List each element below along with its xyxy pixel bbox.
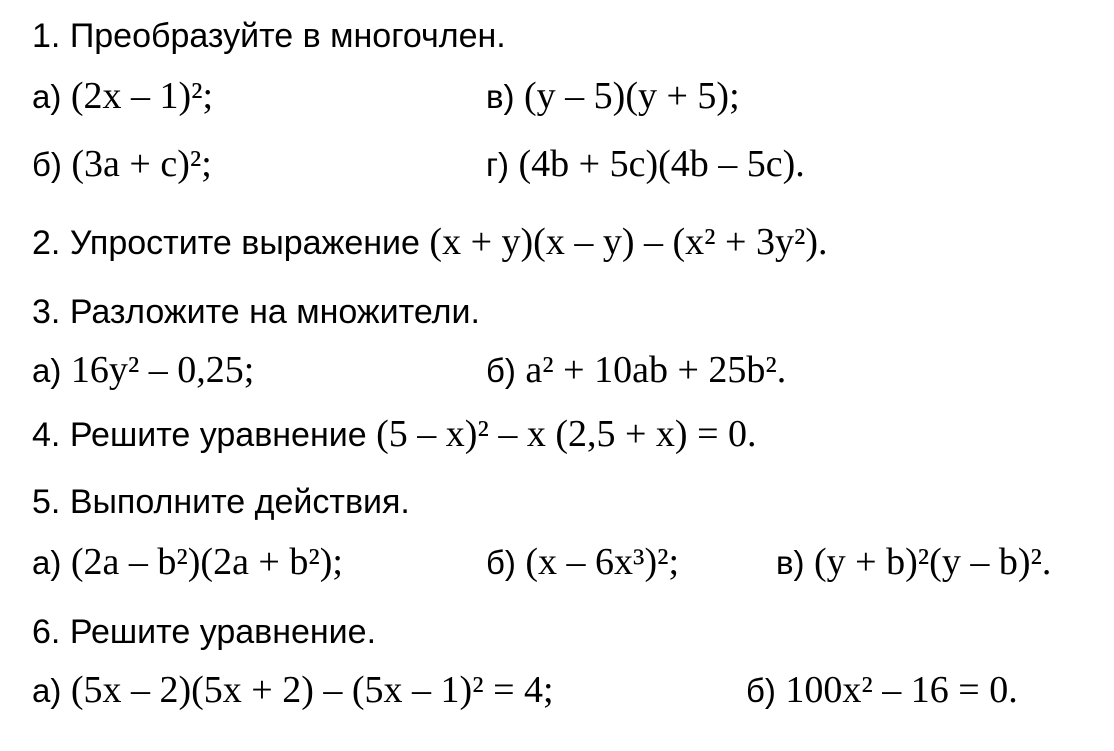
math-expression: (y – 5)(y + 5);	[524, 75, 740, 117]
math-expression: 100x² – 16 = 0.	[785, 669, 1018, 711]
item-marker: а)	[32, 672, 62, 709]
item-marker: б)	[486, 352, 516, 389]
task-1-item-b	[32, 142, 212, 187]
task-4-title: Решите уравнение	[69, 416, 367, 454]
math-expression: (2a – b²)(2a + b²);	[70, 541, 343, 583]
task-6-item-b	[746, 668, 1018, 713]
item-marker: а)	[32, 352, 62, 389]
task-3-heading	[32, 290, 480, 334]
math-expression: (2x – 1)²;	[70, 75, 214, 117]
task-5-heading	[32, 480, 410, 524]
item-marker: а)	[32, 78, 62, 115]
item-marker: в)	[486, 78, 515, 115]
item-marker: а)	[32, 544, 62, 581]
math-expression: (x + y)(x – y) – (x² + 3y²).	[429, 221, 828, 263]
task-6-title: Решите уравнение.	[69, 613, 377, 651]
math-expression: 16y² – 0,25;	[70, 349, 255, 391]
task-5-item-a	[32, 540, 343, 585]
task-3-title: Разложите на множители.	[69, 293, 480, 331]
task-1-item-a	[32, 74, 213, 119]
task-2-number: 2.	[32, 224, 61, 262]
item-marker: в)	[776, 544, 805, 581]
task-5-item-v	[776, 540, 1051, 585]
task-5-item-b	[486, 540, 679, 585]
math-expression: (5 – x)² – x (2,5 + x) = 0.	[376, 413, 757, 455]
task-1-item-g	[486, 142, 805, 187]
math-expression: (4b + 5c)(4b – 5c).	[518, 143, 805, 185]
task-3-number: 3.	[32, 293, 61, 331]
task-3-item-b	[486, 348, 786, 393]
task-1-heading	[32, 14, 506, 58]
task-2-title: Упростите выражение	[69, 224, 420, 262]
task-6-item-a	[32, 668, 554, 713]
math-expression: (x – 6x³)²;	[525, 541, 680, 583]
task-4-number: 4.	[32, 416, 61, 454]
item-marker: г)	[486, 146, 510, 183]
item-marker: б)	[32, 146, 62, 183]
task-5-number: 5.	[32, 483, 61, 521]
task-1-number: 1.	[32, 17, 61, 55]
math-expression: (3a + c)²;	[71, 143, 212, 185]
task-1-title: Преобразуйте в многочлен.	[69, 17, 506, 55]
math-expression: (y + b)²(y – b)².	[814, 541, 1052, 583]
task-2	[32, 220, 828, 265]
task-1-item-v	[486, 74, 740, 119]
math-expression: a² + 10ab + 25b².	[525, 349, 787, 391]
item-marker: б)	[486, 544, 516, 581]
task-3-item-a	[32, 348, 254, 393]
task-4	[32, 412, 757, 457]
task-6-number: 6.	[32, 613, 61, 651]
item-marker: б)	[746, 672, 776, 709]
task-5-title: Выполните действия.	[69, 483, 410, 521]
math-expression: (5x – 2)(5x + 2) – (5x – 1)² = 4;	[70, 669, 554, 711]
task-6-heading	[32, 610, 376, 654]
